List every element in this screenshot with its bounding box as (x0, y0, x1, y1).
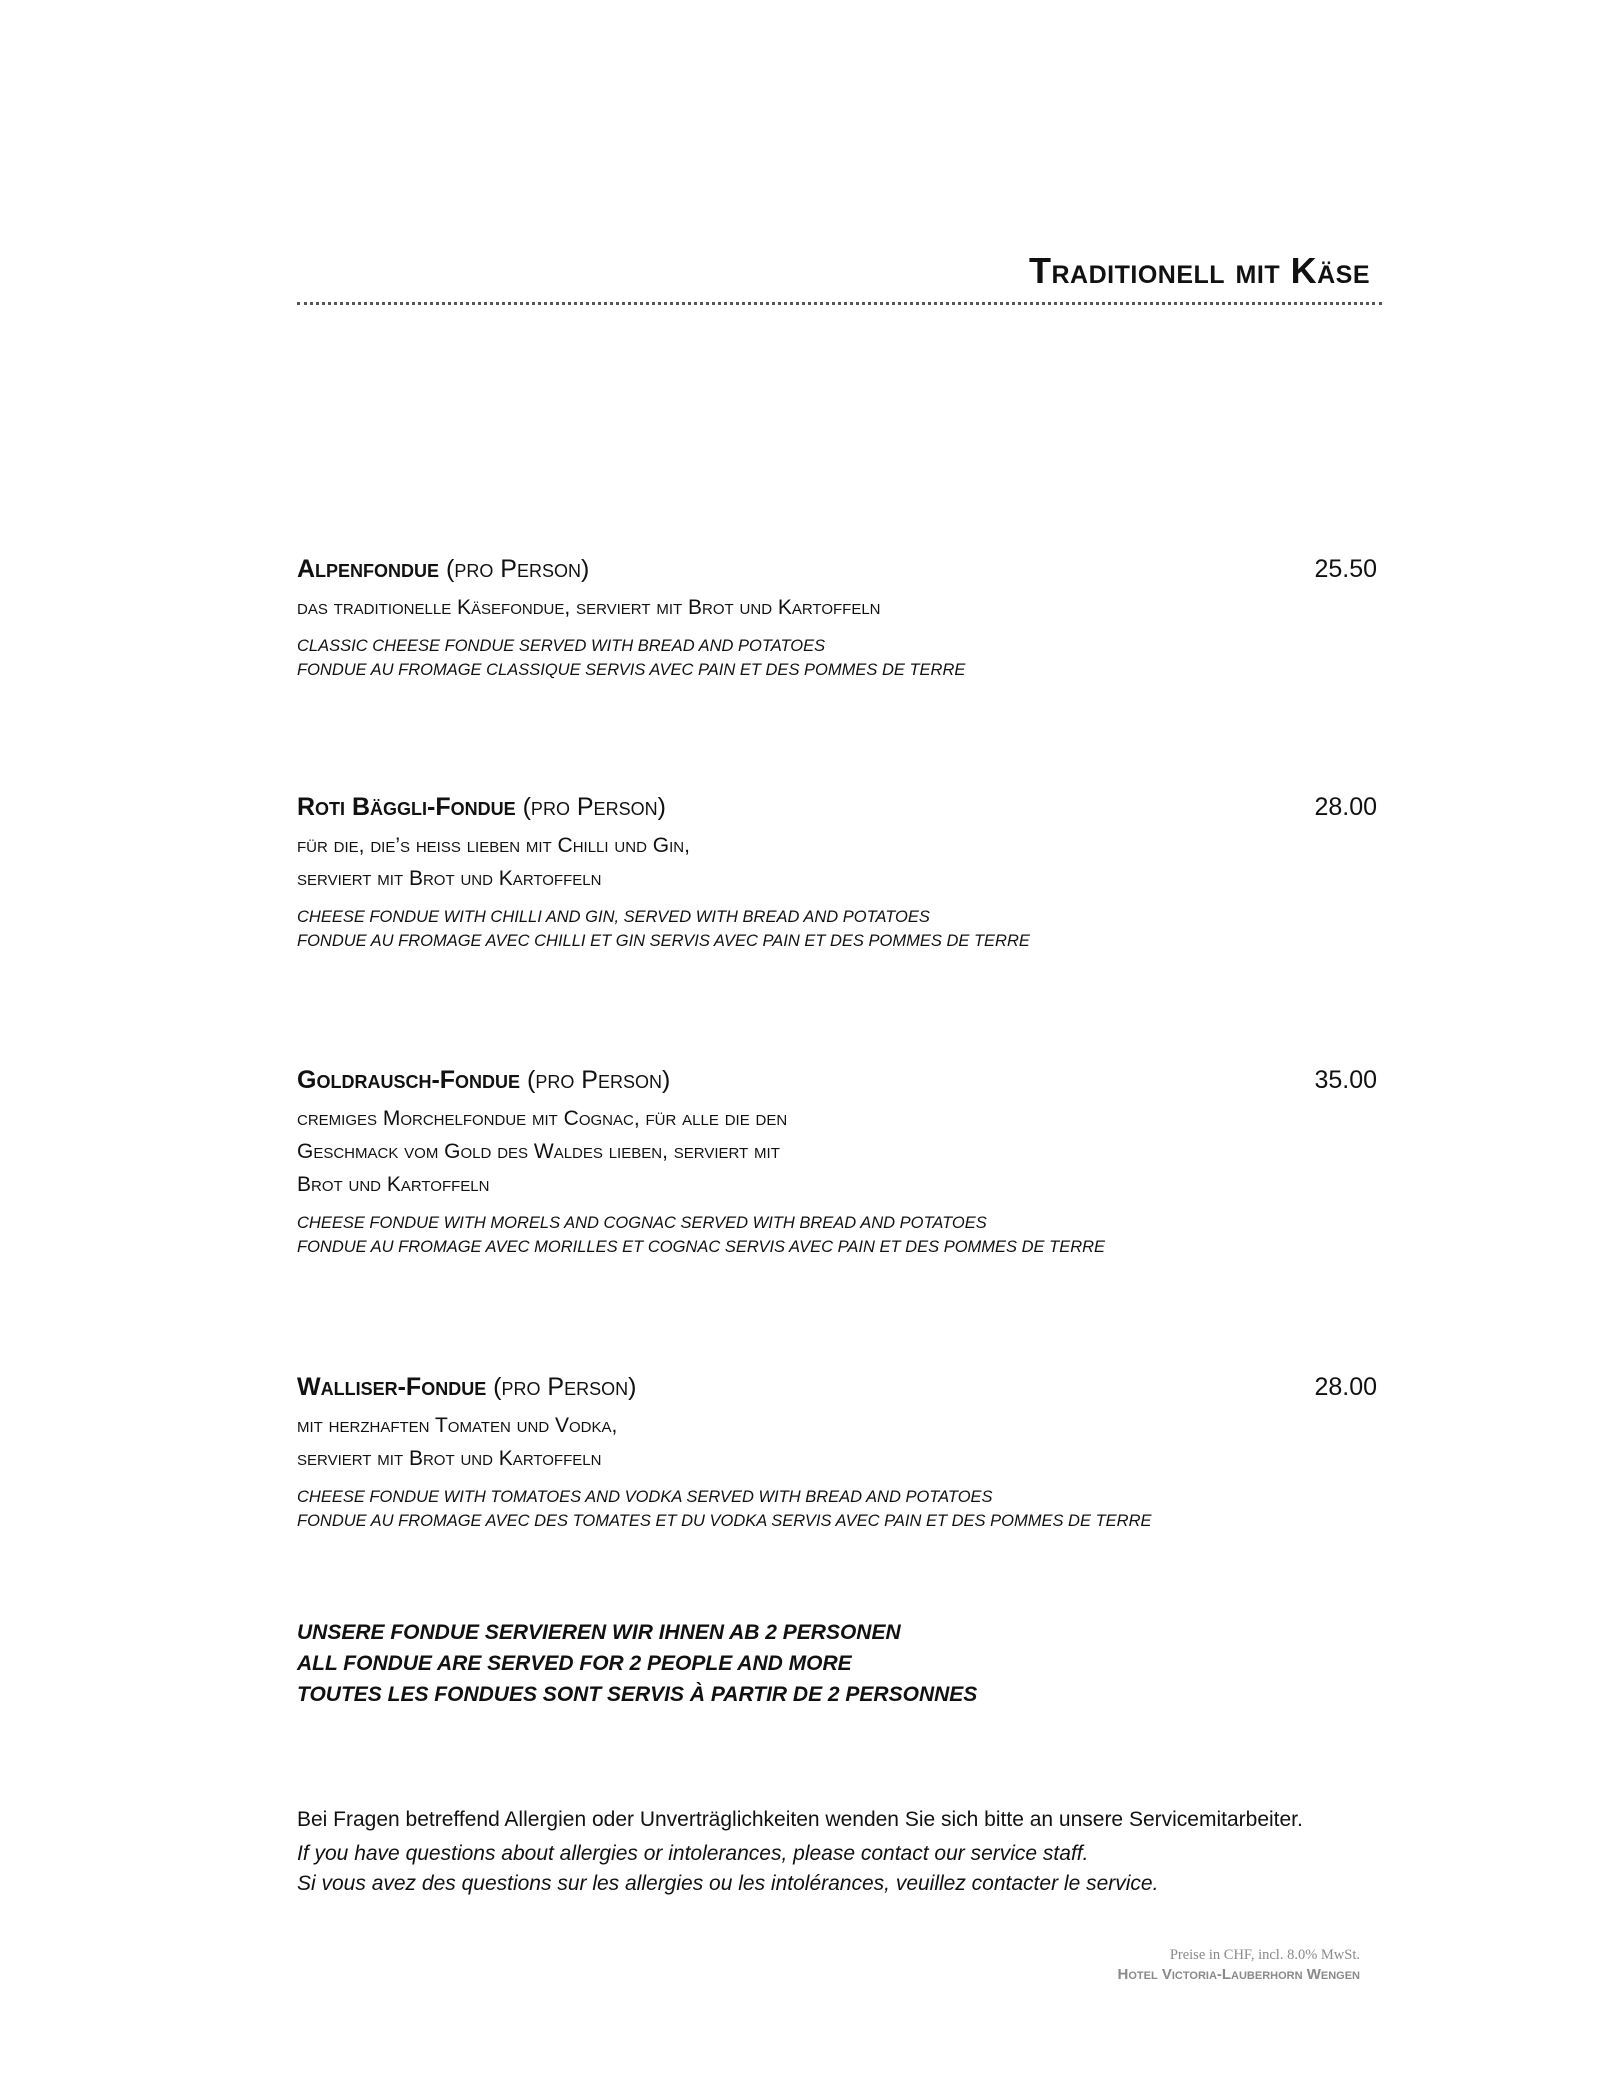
item-translations (297, 1211, 1377, 1259)
item-french: FONDUE AU FROMAGE CLASSIQUE SERVIS AVEC PAIN ET DES POMMES DE TERRE (297, 661, 966, 679)
item-unit: (pro Person) (446, 555, 590, 583)
menu-item (297, 1373, 1377, 1533)
item-name: Walliser-Fondue (297, 1373, 487, 1401)
item-description-line: Brot und Kartoffeln (297, 1173, 490, 1196)
price-note: Preise in CHF, incl. 8.0% MwSt. (1169, 1947, 1360, 1963)
item-description-line: für die, die’s heiss lieben mit Chilli und Gin, (297, 834, 690, 857)
allergy-notice-en: If you have questions about allergies or intolerances, please contact our service staff. (297, 1842, 1089, 1865)
title-divider (297, 302, 1382, 305)
item-french: FONDUE AU FROMAGE AVEC MORILLES ET COGNAC SERVIS AVEC PAIN ET DES POMMES DE TERRE (297, 1238, 1106, 1256)
item-french: FONDUE AU FROMAGE AVEC CHILLI ET GIN SERVIS AVEC PAIN ET DES POMMES DE TERRE (297, 932, 1030, 950)
item-english: CHEESE FONDUE WITH TOMATOES AND VODKA SERVED WITH BREAD AND POTATOES (297, 1488, 993, 1506)
menu-item (297, 793, 1377, 953)
item-description-line: serviert mit Brot und Kartoffeln (297, 1447, 602, 1470)
item-header (297, 793, 1377, 829)
hotel-name: Hotel Victoria-Lauberhorn Wengen (1117, 1966, 1360, 1983)
menu-item (297, 1066, 1377, 1259)
item-price: 35.00 (1314, 1066, 1377, 1094)
item-header (297, 1066, 1377, 1102)
item-unit: (pro Person) (527, 1066, 671, 1094)
footer (1118, 1945, 1360, 1985)
item-description-line: serviert mit Brot und Kartoffeln (297, 867, 602, 890)
item-description-line: Geschmack vom Gold des Waldes lieben, serviert mit (297, 1140, 780, 1163)
item-name: Goldrausch-Fondue (297, 1066, 521, 1094)
item-header (297, 1373, 1377, 1409)
item-english: CLASSIC CHEESE FONDUE SERVED WITH BREAD AND POTATOES (297, 637, 826, 655)
item-price: 28.00 (1314, 793, 1377, 821)
menu-item (297, 555, 1377, 682)
item-header (297, 555, 1377, 591)
item-translations (297, 905, 1377, 953)
item-unit: (pro Person) (522, 793, 666, 821)
item-price: 28.00 (1314, 1373, 1377, 1401)
serving-note (297, 1617, 977, 1710)
item-translations (297, 634, 1377, 682)
serving-note-fr: TOUTES LES FONDUES SONT SERVIS À PARTIR DE 2 PERSONNES (297, 1683, 978, 1706)
page-title: Traditionell mit Käse (1029, 250, 1370, 291)
item-english: CHEESE FONDUE WITH CHILLI AND GIN, SERVED WITH BREAD AND POTATOES (297, 908, 930, 926)
item-description-line: cremiges Morchelfondue mit Cognac, für alle die den (297, 1107, 788, 1130)
item-description-line: mit herzhaften Tomaten und Vodka, (297, 1414, 618, 1437)
item-price: 25.50 (1314, 555, 1377, 583)
item-french: FONDUE AU FROMAGE AVEC DES TOMATES ET DU VODKA SERVIS AVEC PAIN ET DES POMMES DE TERRE (297, 1512, 1152, 1530)
allergy-notice-fr: Si vous avez des questions sur les allergies ou les intolérances, veuillez contacter le service. (297, 1872, 1159, 1895)
serving-note-en: ALL FONDUE ARE SERVED FOR 2 PEOPLE AND MORE (297, 1652, 852, 1675)
item-translations (297, 1485, 1377, 1533)
serving-note-de: UNSERE FONDUE SERVIEREN WIR IHNEN AB 2 PERSONEN (297, 1621, 901, 1644)
allergy-notice (297, 1805, 1303, 1899)
item-english: CHEESE FONDUE WITH MORELS AND COGNAC SERVED WITH BREAD AND POTATOES (297, 1214, 987, 1232)
item-name: Roti Bäggli-Fondue (297, 793, 516, 821)
item-description-line: das traditionelle Käsefondue, serviert mit Brot und Kartoffeln (297, 596, 881, 619)
item-unit: (pro Person) (493, 1373, 637, 1401)
allergy-notice-de: Bei Fragen betreffend Allergien oder Unverträglichkeiten wenden Sie sich bitte an unsere Servicemitarbeiter. (297, 1808, 1303, 1831)
item-name: Alpenfondue (297, 555, 440, 583)
